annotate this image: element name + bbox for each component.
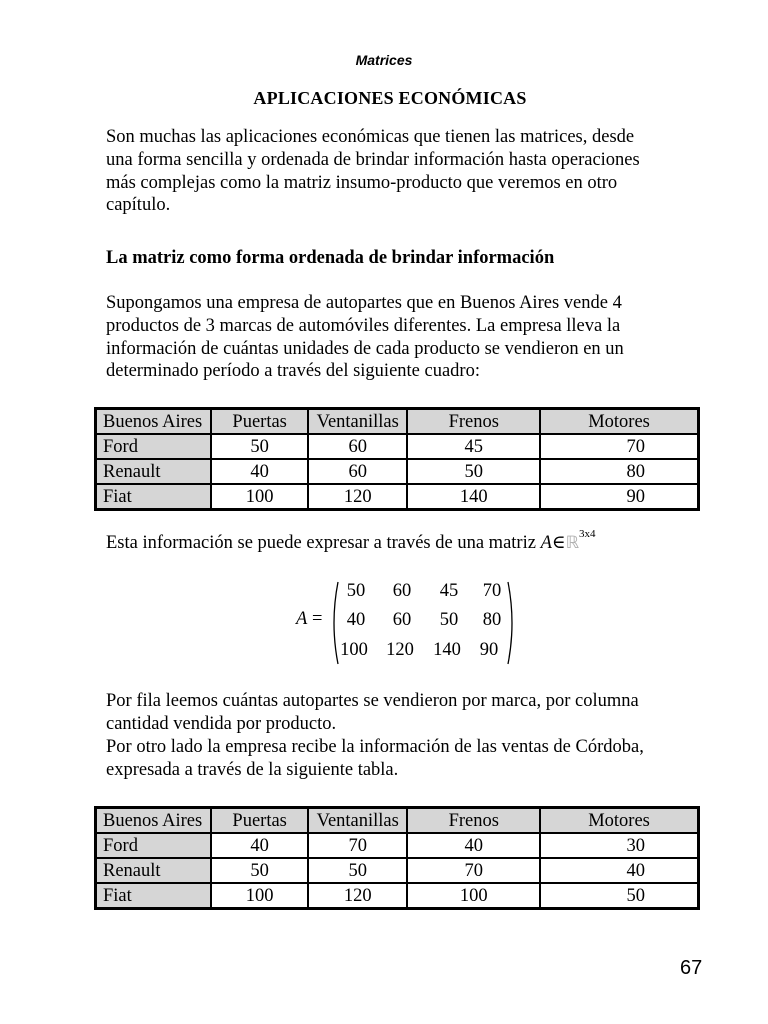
table-cell: 40 bbox=[407, 833, 540, 858]
table-header-cell: Puertas bbox=[211, 409, 308, 434]
table-row bbox=[96, 858, 698, 883]
intro-line-3: más complejas como la matriz insumo-producto que veremos en otro bbox=[106, 172, 618, 193]
table-cell: 40 bbox=[540, 858, 698, 883]
row-label: Ford bbox=[96, 434, 211, 459]
table-row bbox=[96, 434, 698, 459]
row-label: Fiat bbox=[96, 484, 211, 509]
table-header-row bbox=[96, 808, 698, 833]
table-cell: 50 bbox=[407, 459, 540, 484]
matrix-lhs-variable: A bbox=[296, 609, 308, 629]
table-header-cell: Ventanillas bbox=[308, 808, 407, 833]
running-header: Matrices bbox=[355, 52, 413, 68]
table-header-cell: Buenos Aires bbox=[96, 808, 211, 833]
table-cell: 80 bbox=[540, 459, 698, 484]
matrix-cell: 50 bbox=[346, 581, 366, 601]
intro-line-1: Son muchas las aplicaciones económicas que tienen las matrices, desde bbox=[106, 127, 635, 147]
matrix-a bbox=[296, 578, 526, 668]
third-paragraph bbox=[106, 736, 704, 782]
table-cell: 120 bbox=[308, 484, 407, 509]
table-row bbox=[96, 883, 698, 908]
section-line-4: determinado período a través del siguiente cuadro: bbox=[106, 361, 480, 382]
section-heading: La matriz como forma ordenada de brindar información bbox=[106, 248, 555, 268]
matrix-cell: 80 bbox=[482, 610, 502, 630]
table-header-cell: Puertas bbox=[211, 808, 308, 833]
table-cell: 60 bbox=[308, 434, 407, 459]
matrix-cell: 120 bbox=[386, 640, 414, 660]
intro-line-4: capítulo. bbox=[106, 195, 171, 216]
matrix-cell: 100 bbox=[340, 640, 368, 660]
section-line-3: información de cuántas unidades de cada producto se vendieron en un bbox=[106, 338, 624, 359]
row-label: Renault bbox=[96, 459, 211, 484]
table-cell: 90 bbox=[540, 484, 698, 509]
table-header-cell: Motores bbox=[540, 808, 698, 833]
row-label: Ford bbox=[96, 833, 211, 858]
second-line-2: cantidad vendida por producto. bbox=[106, 713, 337, 734]
table-cell: 50 bbox=[308, 858, 407, 883]
table-row bbox=[96, 459, 698, 484]
row-label: Fiat bbox=[96, 883, 211, 908]
table-header-cell: Frenos bbox=[407, 409, 540, 434]
table-cell: 100 bbox=[407, 883, 540, 908]
table-cell: 45 bbox=[407, 434, 540, 459]
table-row bbox=[96, 484, 698, 509]
table-header-cell: Motores bbox=[540, 409, 698, 434]
matrix-dimension: 3x4 bbox=[579, 528, 596, 540]
table-cell: 60 bbox=[308, 459, 407, 484]
row-label: Renault bbox=[96, 858, 211, 883]
matrix-cell: 60 bbox=[392, 581, 412, 601]
matrix-cell: 50 bbox=[439, 610, 459, 630]
matrix-equals: = bbox=[311, 609, 323, 629]
intro-paragraph bbox=[106, 126, 704, 217]
table-cell: 30 bbox=[540, 833, 698, 858]
element-of-symbol: ∈ bbox=[551, 533, 566, 554]
table-header-cell: Frenos bbox=[407, 808, 540, 833]
table-cell: 70 bbox=[407, 858, 540, 883]
matrix-cell: 90 bbox=[479, 640, 499, 660]
section-line-1: Supongamos una empresa de autopartes que en Buenos Aires vende 4 bbox=[106, 293, 622, 313]
table-cell: 70 bbox=[308, 833, 407, 858]
page-number: 67 bbox=[680, 957, 703, 979]
sales-table-cordoba bbox=[94, 806, 700, 910]
second-line-1: Por fila leemos cuántas autopartes se vendieron por marca, por columna bbox=[106, 691, 639, 711]
table-cell: 40 bbox=[211, 833, 308, 858]
second-paragraph bbox=[106, 690, 704, 736]
table-cell: 120 bbox=[308, 883, 407, 908]
section-line-2: productos de 3 marcas de automóviles diferentes. La empresa lleva la bbox=[106, 315, 621, 336]
matrix-cell: 70 bbox=[482, 581, 502, 601]
table-cell: 140 bbox=[407, 484, 540, 509]
matrix-cell: 140 bbox=[433, 640, 461, 660]
matrix-intro-text: Esta información se puede expresar a través de una matriz bbox=[106, 533, 541, 554]
matrix-cell: 60 bbox=[392, 610, 412, 630]
real-numbers-symbol: ℝ bbox=[565, 533, 580, 554]
page-title: APLICACIONES ECONÓMICAS bbox=[253, 88, 527, 108]
table-cell: 70 bbox=[540, 434, 698, 459]
sales-table-buenos-aires bbox=[94, 407, 700, 511]
section-paragraph bbox=[106, 292, 704, 383]
third-line-1: Por otro lado la empresa recibe la información de las ventas de Córdoba, bbox=[106, 737, 644, 757]
table-row bbox=[96, 833, 698, 858]
matrix-variable: A bbox=[540, 533, 552, 554]
table-cell: 100 bbox=[211, 883, 308, 908]
matrix-cell: 45 bbox=[439, 581, 459, 601]
matrix-cell: 40 bbox=[346, 610, 366, 630]
table-header-cell: Buenos Aires bbox=[96, 409, 211, 434]
table-header-row bbox=[96, 409, 698, 434]
intro-line-2: una forma sencilla y ordenada de brindar información hasta operaciones bbox=[106, 149, 640, 170]
table-cell: 100 bbox=[211, 484, 308, 509]
table-header-cell: Ventanillas bbox=[308, 409, 407, 434]
table-cell: 40 bbox=[211, 459, 308, 484]
matrix-intro bbox=[106, 528, 596, 554]
table-cell: 50 bbox=[211, 434, 308, 459]
third-line-2: expresada a través de la siguiente tabla. bbox=[106, 759, 399, 780]
table-cell: 50 bbox=[211, 858, 308, 883]
table-cell: 50 bbox=[540, 883, 698, 908]
